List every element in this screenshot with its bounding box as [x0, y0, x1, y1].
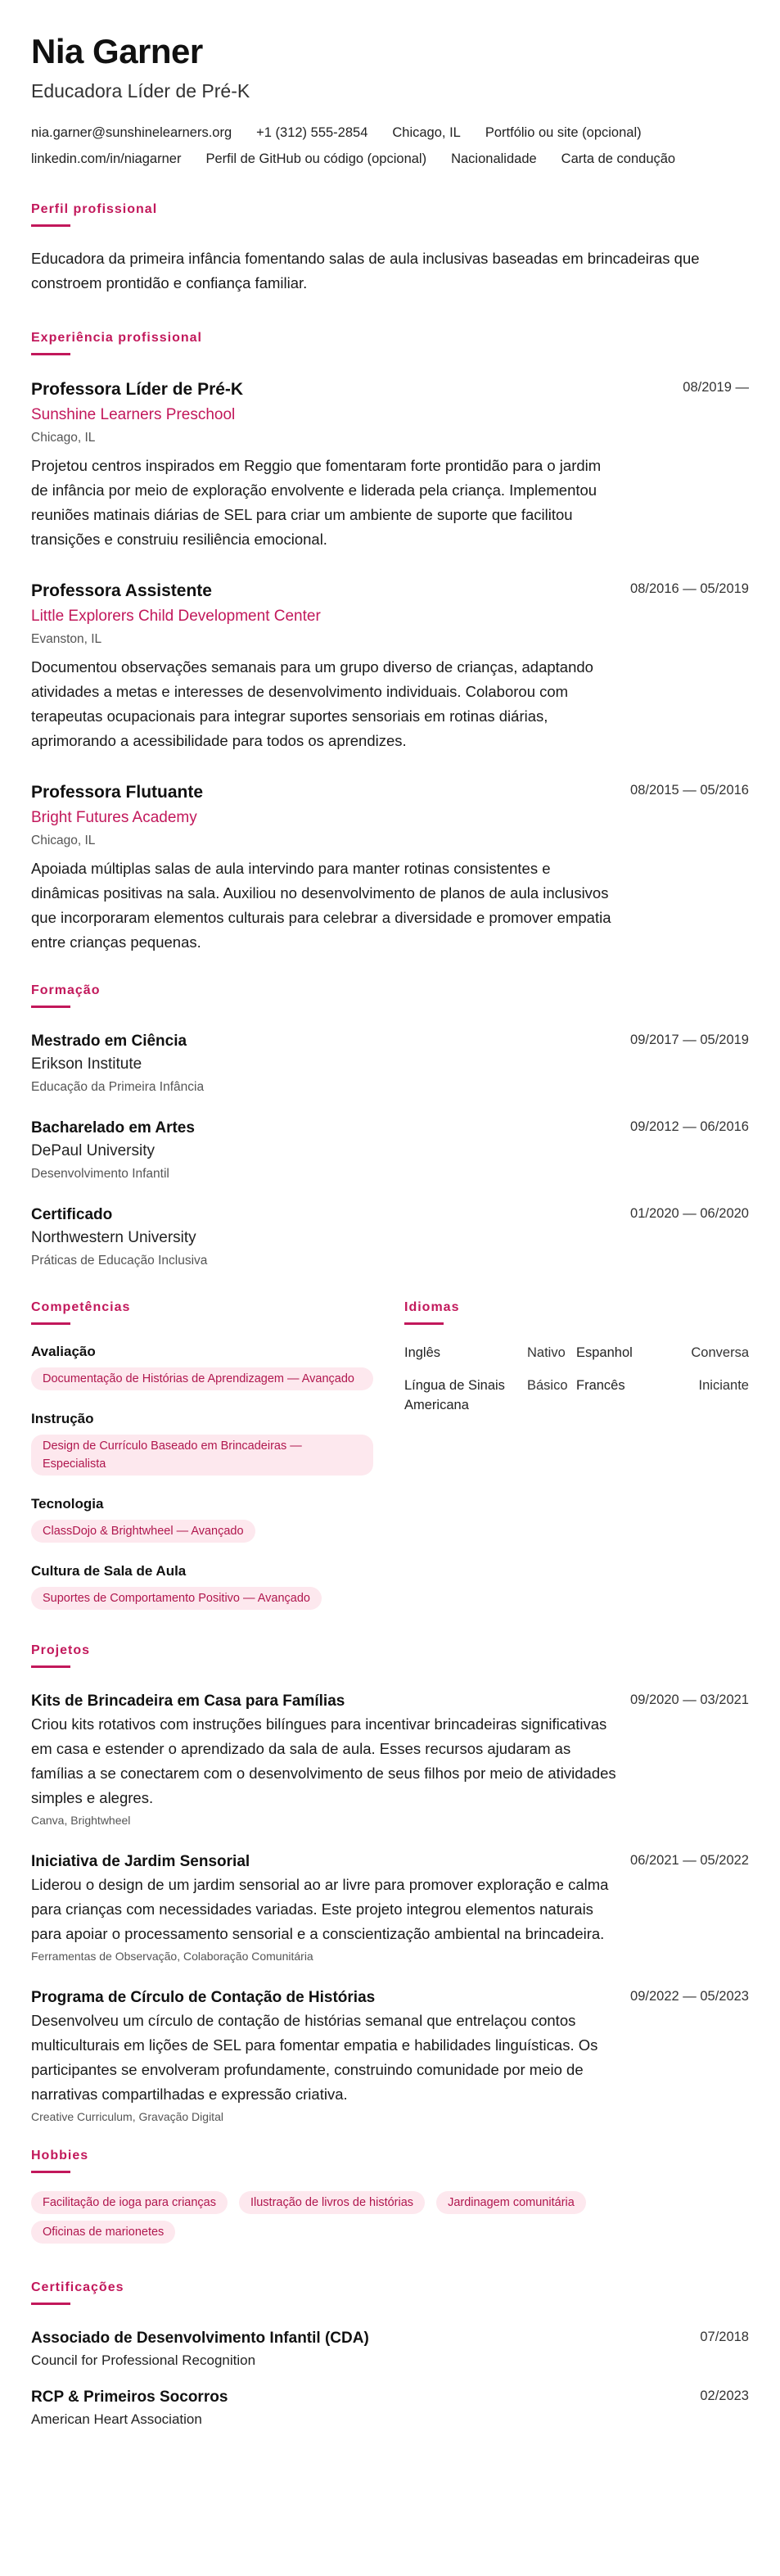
skill-category: Instrução [31, 1411, 94, 1426]
education-list [31, 1031, 749, 1270]
job-title: Professora Líder de Pré-K [31, 380, 244, 399]
hobbies-list [31, 2185, 686, 2244]
section-title: Hobbies [31, 2149, 89, 2162]
contact-portfolio: Portfólio ou site (opcional) [485, 125, 642, 140]
job-title: Professora Assistente [31, 581, 212, 600]
section-title: Formação [31, 983, 101, 997]
education-entry [31, 1204, 749, 1270]
section-title: Certificações [31, 2280, 124, 2294]
language-name: Inglês [404, 1345, 441, 1360]
section-divider [31, 1322, 70, 1325]
project-title: Iniciativa de Jardim Sensorial [31, 1853, 250, 1870]
section-title: Idiomas [404, 1300, 460, 1314]
projects-section [31, 1643, 749, 2125]
candidate-name: Nia Garner [31, 32, 203, 70]
contact-phone: +1 (312) 555-2854 [256, 125, 368, 140]
candidate-role: Educadora Líder de Pré-K [31, 80, 250, 102]
languages-table [404, 1343, 749, 1415]
education-entry [31, 1118, 749, 1183]
project-title: Kits de Brincadeira em Casa para Famílias [31, 1692, 345, 1710]
contact-linkedin: linkedin.com/in/niagarner [31, 151, 182, 166]
section-divider [31, 353, 70, 355]
job-dates: 08/2019 — [683, 380, 749, 395]
contact-info [31, 120, 751, 172]
job-entry [31, 781, 749, 955]
job-location: Chicago, IL [31, 431, 96, 445]
language-level: Conversa [691, 1345, 749, 1360]
education-field: Educação da Primeira Infância [31, 1080, 205, 1094]
summary-section [31, 201, 749, 296]
experience-section [31, 330, 749, 955]
project-dates: 06/2021 — 05/2022 [630, 1853, 749, 1868]
resume-header [31, 33, 749, 172]
project-tools: Canva, Brightwheel [31, 1814, 131, 1827]
job-description: Documentou observações semanais para um grupo diverso de crianças, adaptando atividades a metas e interesses de desenvolvimento individuais. Colaborou com terapeutas ocupacionais para integrar suportes sensoriais em rotinas diárias, aprimorando a acessibilidade para todos os aprendizes. [31, 658, 593, 749]
project-entry [31, 1691, 749, 1828]
language-name: Espanhol [576, 1345, 633, 1360]
section-divider [31, 1006, 70, 1008]
contact-license: Carta de condução [561, 151, 676, 166]
section-title: Competências [31, 1300, 131, 1314]
job-location: Chicago, IL [31, 834, 96, 847]
certifications-list [31, 2328, 749, 2429]
skill-tag: ClassDojo & Brightwheel — Avançado [31, 1520, 255, 1543]
hobby-tag: Oficinas de marionetes [31, 2221, 175, 2244]
certification-date: 07/2018 [700, 2330, 749, 2344]
projects-list [31, 1691, 749, 2125]
contact-nationality: Nacionalidade [451, 151, 537, 166]
language-level: Básico [527, 1378, 568, 1393]
section-divider [31, 1665, 70, 1668]
project-description: Criou kits rotativos com instruções bilíngues para incentivar brincadeiras significativas em casa e estender o aprendizado da sala de aula. Esses recursos ajudaram as famílias a se conectarem com o desenvolvimento de seus filhos por meio de atividades simples e alegres. [31, 1715, 616, 1806]
education-dates: 01/2020 — 06/2020 [630, 1206, 749, 1221]
certification-entry [31, 2387, 749, 2429]
certification-name: Associado de Desenvolvimento Infantil (CDA) [31, 2330, 369, 2347]
skill-category: Tecnologia [31, 1496, 104, 1512]
job-company: Sunshine Learners Preschool [31, 406, 236, 423]
contact-github: Perfil de GitHub ou código (opcional) [205, 151, 427, 166]
job-location: Evanston, IL [31, 632, 102, 646]
project-tools: Ferramentas de Observação, Colaboração Comunitária [31, 1950, 313, 1963]
language-name: Língua de Sinais Americana [404, 1378, 505, 1412]
job-description: Projetou centros inspirados em Reggio que fomentaram forte prontidão para o jardim de infância por meio de exploração envolvente e liderada pela criança. Implementou reuniões matinais diárias de SEL para criar um ambiente de suporte que facilitou transições e construiu resiliência emocional. [31, 457, 602, 548]
project-tools: Creative Curriculum, Gravação Digital [31, 2110, 223, 2123]
project-description: Desenvolveu um círculo de contação de histórias semanal que entrelaçou contos multiculturais em lições de SEL para fomentar empatia e habilidades linguísticas. Os participantes se envolveram profundamente, construindo comunidade por meio de narrativas compartilhadas e expressão criativa. [31, 2012, 598, 2103]
section-divider [404, 1322, 444, 1325]
language-level: Iniciante [698, 1378, 749, 1393]
language-level: Nativo [527, 1345, 566, 1360]
hobbies-section [31, 2148, 749, 2244]
skills-section [31, 1299, 373, 1610]
education-section [31, 983, 749, 1270]
project-dates: 09/2020 — 03/2021 [630, 1692, 749, 1707]
certification-date: 02/2023 [700, 2388, 749, 2403]
education-dates: 09/2012 — 06/2016 [630, 1119, 749, 1134]
job-dates: 08/2015 — 05/2016 [630, 783, 749, 798]
language-name: Francês [576, 1378, 625, 1393]
section-divider [31, 2171, 70, 2173]
skill-group [31, 1495, 373, 1543]
language-row [404, 1376, 749, 1415]
education-school: DePaul University [31, 1142, 155, 1159]
certifications-section [31, 2280, 749, 2429]
contact-location: Chicago, IL [392, 125, 461, 140]
skill-group [31, 1562, 373, 1610]
education-field: Práticas de Educação Inclusiva [31, 1254, 208, 1268]
certification-name: RCP & Primeiros Socorros [31, 2388, 228, 2406]
language-row [404, 1343, 749, 1363]
section-divider [31, 2303, 70, 2305]
education-field: Desenvolvimento Infantil [31, 1167, 169, 1181]
certification-entry [31, 2328, 749, 2370]
education-degree: Certificado [31, 1206, 113, 1223]
contact-email: nia.garner@sunshinelearners.org [31, 125, 232, 140]
skills-languages-row [31, 1299, 749, 1610]
section-title: Experiência profissional [31, 331, 202, 345]
summary-text: Educadora da primeira infância fomentando salas de aula inclusivas baseadas em brincadeiras que constroem prontidão e confiança familiar. [31, 250, 700, 291]
education-entry [31, 1031, 749, 1096]
education-degree: Bacharelado em Artes [31, 1119, 195, 1137]
project-description: Liderou o design de um jardim sensorial ao ar livre para promover exploração e calma para crianças com necessidades variadas. Este projeto integrou elementos naturais para apoiar o processamento sensorial e a conscientização ambiental na brincadeira. [31, 1876, 609, 1942]
certification-issuer: Council for Professional Recognition [31, 2352, 256, 2368]
project-title: Programa de Círculo de Contação de Histórias [31, 1989, 376, 2006]
skill-category: Cultura de Sala de Aula [31, 1563, 187, 1579]
education-degree: Mestrado em Ciência [31, 1033, 187, 1050]
experience-list [31, 378, 749, 955]
section-divider [31, 224, 70, 227]
languages-section [404, 1299, 749, 1610]
skill-tag: Design de Currículo Baseado em Brincadeiras — Especialista [31, 1435, 373, 1476]
hobby-tag: Ilustração de livros de histórias [239, 2191, 425, 2214]
skill-group [31, 1343, 373, 1390]
skill-tag: Suportes de Comportamento Positivo — Avançado [31, 1587, 322, 1610]
job-company: Bright Futures Academy [31, 809, 197, 826]
certification-issuer: American Heart Association [31, 2411, 202, 2427]
education-dates: 09/2017 — 05/2019 [630, 1033, 749, 1047]
job-company: Little Explorers Child Development Center [31, 608, 321, 625]
job-title: Professora Flutuante [31, 783, 204, 802]
job-entry [31, 378, 749, 552]
hobby-tag: Jardinagem comunitária [436, 2191, 586, 2214]
project-entry [31, 1987, 749, 2125]
project-entry [31, 1851, 749, 1964]
skill-category: Avaliação [31, 1344, 96, 1359]
skill-tag: Documentação de Histórias de Aprendizagem — Avançado [31, 1367, 373, 1390]
project-dates: 09/2022 — 05/2023 [630, 1989, 749, 2004]
section-title: Perfil profissional [31, 202, 158, 216]
job-dates: 08/2016 — 05/2019 [630, 581, 749, 596]
education-school: Northwestern University [31, 1229, 196, 1246]
skills-list [31, 1343, 373, 1610]
hobby-tag: Facilitação de ioga para crianças [31, 2191, 228, 2214]
education-school: Erikson Institute [31, 1055, 142, 1073]
job-description: Apoiada múltiplas salas de aula intervindo para manter rotinas consistentes e dinâmicas positivas na sala. Auxiliou no desenvolvimento de planos de aula inclusivos que incorporaram elementos culturais para celebrar a diversidade e promover empatia entre crianças pequenas. [31, 860, 611, 951]
skill-group [31, 1410, 373, 1476]
section-title: Projetos [31, 1643, 91, 1657]
job-entry [31, 580, 749, 753]
